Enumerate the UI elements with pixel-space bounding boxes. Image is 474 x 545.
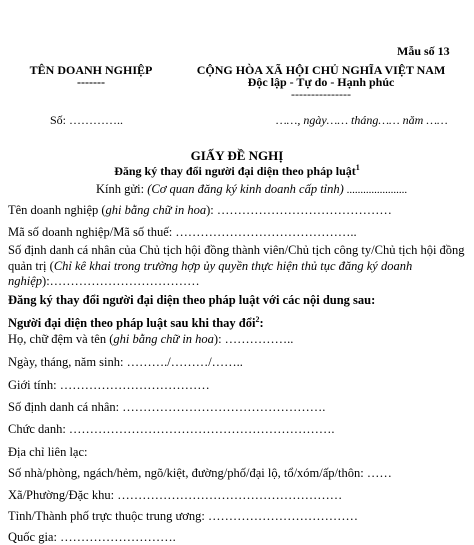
chairman-id-field (8, 243, 466, 290)
footnote-marker-1: 1 (355, 163, 360, 172)
representative-heading-colon: : (259, 316, 264, 331)
national-motto: Độc lập - Tự do - Hạnh phúc (247, 75, 395, 89)
document-subtitle (0, 163, 474, 179)
date-of-birth-field: Ngày, tháng, năm sinh: ………./………/…….. (8, 355, 243, 369)
motto-underline: --------------- (291, 87, 351, 101)
contact-address-label: Địa chỉ liên lạc: (8, 445, 88, 459)
chairman-id-rest: ):……………………………… (42, 274, 200, 288)
fullname-rest: ): …………….. (213, 332, 294, 346)
recipient-line (96, 182, 407, 198)
country-field: Quốc gia: ………………………. (8, 530, 176, 544)
ward-field: Xã/Phường/Đặc khu: ……………………………………………… (8, 488, 343, 502)
document-subtitle-text: Đăng ký thay đổi người đại diện theo pháp luật (114, 164, 356, 178)
country-name-header: CỘNG HÒA XÃ HỘI CHỦ NGHĨA VIỆT NAM (196, 63, 446, 77)
fullname-hint: ghi bằng chữ in hoa (113, 332, 214, 346)
chairman-id-label: Số định danh cá nhân của Chủ tịch hội đồng thành viên/Chủ tịch công ty/Chủ tịch hội đồng quản trị ( (8, 243, 465, 273)
recipient-label: Kính gửi: (96, 182, 148, 196)
date-line: ……, ngày…… tháng…… năm …… (276, 113, 448, 127)
fullname-label: Họ, chữ đệm và tên ( (8, 332, 114, 346)
street-field: Số nhà/phòng, ngách/hẻm, ngõ/kiệt, đường/phố/đại lộ, tổ/xóm/ấp/thôn: …… (8, 466, 392, 480)
company-name-hint: ghi bằng chữ in hoa (105, 203, 207, 217)
document-title: GIẤY ĐỀ NGHỊ (190, 148, 284, 163)
company-name-underline: ------- (77, 75, 105, 89)
position-field: Chức danh: ………………………………………………………. (8, 422, 335, 436)
section-heading: Đăng ký thay đổi người đại diện theo pháp luật với các nội dung sau: (8, 293, 376, 307)
personal-id-field: Số định danh cá nhân: …………………………………………. (8, 400, 326, 414)
representative-heading-text: Người đại diện theo pháp luật sau khi thay đổi (8, 316, 256, 331)
document-number: Số: ………….. (50, 113, 124, 127)
footnote-marker-2: 2 (255, 315, 260, 324)
recipient-dots: ...................... (343, 184, 408, 196)
fullname-field (8, 332, 293, 347)
form-number: Mẫu số 13 (397, 44, 450, 58)
province-field: Tỉnh/Thành phố trực thuộc trung ương: ……………………………… (8, 509, 358, 523)
chairman-id-hint: Chỉ kê khai trong trường hợp ủy quyền thực hiện thủ tục đăng ký doanh nghiệp (8, 258, 413, 288)
representative-heading (8, 312, 264, 331)
company-name-header: TÊN DOANH NGHIỆP (29, 63, 153, 77)
company-name-rest: ): …………………………………… (206, 203, 392, 217)
tax-code-field: Mã số doanh nghiệp/Mã số thuế: …………………………………….. (8, 225, 357, 239)
company-name-field (8, 203, 392, 218)
company-name-label: Tên doanh nghiệp ( (8, 203, 106, 217)
recipient-value: (Cơ quan đăng ký kinh doanh cấp tỉnh) (147, 182, 344, 196)
gender-field: Giới tính: ……………………………… (8, 378, 210, 392)
